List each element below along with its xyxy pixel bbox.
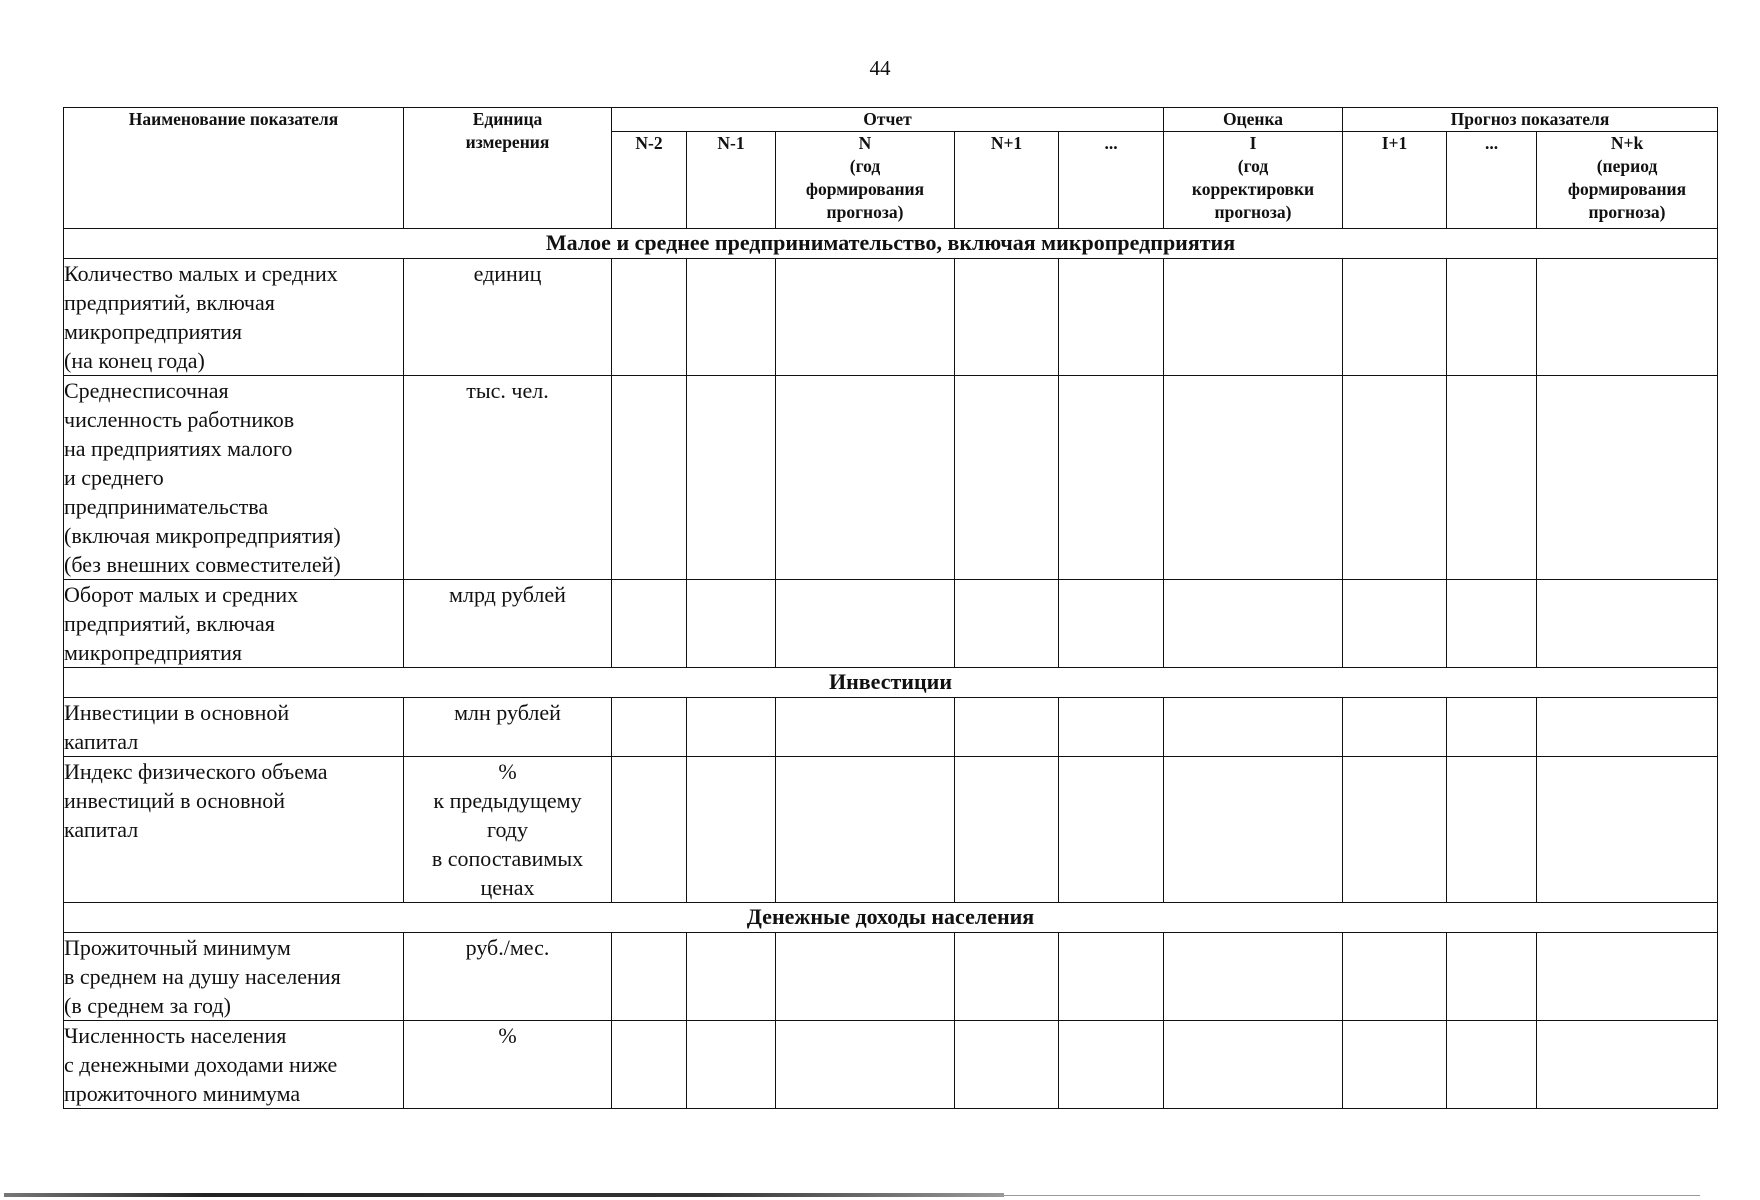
value-cell xyxy=(955,259,1059,376)
table-row xyxy=(64,1021,1718,1109)
col-n-minus-2: N-2 xyxy=(612,132,687,229)
value-cell xyxy=(612,933,687,1021)
value-cell xyxy=(687,933,776,1021)
value-cell xyxy=(1343,259,1447,376)
value-cell xyxy=(687,698,776,757)
value-cell xyxy=(1164,933,1343,1021)
value-cell xyxy=(1164,580,1343,668)
value-cell xyxy=(776,1021,955,1109)
indicator-unit: единиц xyxy=(404,259,612,376)
value-cell xyxy=(1343,580,1447,668)
header-forecast: Прогноз показателя xyxy=(1343,108,1718,132)
value-cell xyxy=(1059,933,1164,1021)
value-cell xyxy=(1164,1021,1343,1109)
scan-edge-line xyxy=(4,1193,1004,1197)
value-cell xyxy=(776,259,955,376)
header-row-top xyxy=(64,108,1718,132)
value-cell xyxy=(1059,580,1164,668)
scan-edge-line-thin xyxy=(1000,1195,1700,1196)
value-cell xyxy=(1059,757,1164,903)
table-row xyxy=(64,580,1718,668)
indicator-unit: тыс. чел. xyxy=(404,376,612,580)
value-cell xyxy=(955,580,1059,668)
indicator-unit: % к предыдущему году в сопоставимых ценах xyxy=(404,757,612,903)
value-cell xyxy=(955,933,1059,1021)
value-cell xyxy=(1164,757,1343,903)
section-row xyxy=(64,229,1718,259)
value-cell xyxy=(1059,1021,1164,1109)
value-cell xyxy=(687,1021,776,1109)
value-cell xyxy=(612,1021,687,1109)
value-cell xyxy=(1537,259,1718,376)
indicator-name: Среднесписочная численность работников на предприятиях малого и среднего предпринимательства (включая микропредприятия) (без внешних совместителей) xyxy=(64,376,404,580)
indicator-unit: % xyxy=(404,1021,612,1109)
value-cell xyxy=(776,933,955,1021)
table-row xyxy=(64,757,1718,903)
indicator-unit: млрд рублей xyxy=(404,580,612,668)
value-cell xyxy=(687,757,776,903)
value-cell xyxy=(776,580,955,668)
value-cell xyxy=(1447,1021,1537,1109)
value-cell xyxy=(1343,757,1447,903)
value-cell xyxy=(1447,580,1537,668)
value-cell xyxy=(1164,698,1343,757)
table-row xyxy=(64,376,1718,580)
value-cell xyxy=(955,376,1059,580)
col-n-minus-1: N-1 xyxy=(687,132,776,229)
value-cell xyxy=(612,698,687,757)
value-cell xyxy=(1537,580,1718,668)
value-cell xyxy=(612,757,687,903)
value-cell xyxy=(687,259,776,376)
value-cell xyxy=(1343,376,1447,580)
value-cell xyxy=(1343,1021,1447,1109)
col-ellipsis-report: ... xyxy=(1059,132,1164,229)
indicator-unit: руб./мес. xyxy=(404,933,612,1021)
value-cell xyxy=(1059,376,1164,580)
value-cell xyxy=(1447,259,1537,376)
value-cell xyxy=(776,698,955,757)
value-cell xyxy=(1059,259,1164,376)
indicator-name: Прожиточный минимум в среднем на душу населения (в среднем за год) xyxy=(64,933,404,1021)
value-cell xyxy=(1537,698,1718,757)
section-row xyxy=(64,668,1718,698)
indicator-name: Численность населения с денежными доходами ниже прожиточного минимума xyxy=(64,1021,404,1109)
value-cell xyxy=(687,376,776,580)
section-title-investment: Инвестиции xyxy=(64,668,1718,698)
header-unit: Единица измерения xyxy=(404,108,612,229)
value-cell xyxy=(955,1021,1059,1109)
value-cell xyxy=(955,757,1059,903)
header-indicator: Наименование показателя xyxy=(64,108,404,229)
value-cell xyxy=(1537,933,1718,1021)
value-cell xyxy=(1537,757,1718,903)
section-title-sme: Малое и среднее предпринимательство, включая микропредприятия xyxy=(64,229,1718,259)
value-cell xyxy=(1164,259,1343,376)
table-row xyxy=(64,698,1718,757)
indicator-name: Инвестиции в основной капитал xyxy=(64,698,404,757)
value-cell xyxy=(1537,1021,1718,1109)
value-cell xyxy=(687,580,776,668)
table-row xyxy=(64,259,1718,376)
indicator-name: Количество малых и средних предприятий, включая микропредприятия (на конец года) xyxy=(64,259,404,376)
col-n-plus-k: N+k (период формирования прогноза) xyxy=(1537,132,1718,229)
value-cell xyxy=(1447,933,1537,1021)
page-number: 44 xyxy=(869,56,891,80)
value-cell xyxy=(955,698,1059,757)
col-ellipsis-forecast: ... xyxy=(1447,132,1537,229)
value-cell xyxy=(776,757,955,903)
col-n-plus-1: N+1 xyxy=(955,132,1059,229)
section-title-income: Денежные доходы населения xyxy=(64,903,1718,933)
header-estimate: Оценка xyxy=(1164,108,1343,132)
value-cell xyxy=(1537,376,1718,580)
value-cell xyxy=(1343,698,1447,757)
value-cell xyxy=(776,376,955,580)
indicator-name: Оборот малых и средних предприятий, включая микропредприятия xyxy=(64,580,404,668)
value-cell xyxy=(612,580,687,668)
value-cell xyxy=(1059,698,1164,757)
value-cell xyxy=(1447,698,1537,757)
indicator-unit: млн рублей xyxy=(404,698,612,757)
section-row xyxy=(64,903,1718,933)
table-row xyxy=(64,933,1718,1021)
col-n: N (год формирования прогноза) xyxy=(776,132,955,229)
forecast-indicators-table xyxy=(63,107,1718,1109)
value-cell xyxy=(1164,376,1343,580)
value-cell xyxy=(612,259,687,376)
value-cell xyxy=(612,376,687,580)
value-cell xyxy=(1343,933,1447,1021)
value-cell xyxy=(1447,757,1537,903)
col-i: I (год корректировки прогноза) xyxy=(1164,132,1343,229)
header-report: Отчет xyxy=(612,108,1164,132)
indicator-name: Индекс физического объема инвестиций в основной капитал xyxy=(64,757,404,903)
col-i-plus-1: I+1 xyxy=(1343,132,1447,229)
value-cell xyxy=(1447,376,1537,580)
